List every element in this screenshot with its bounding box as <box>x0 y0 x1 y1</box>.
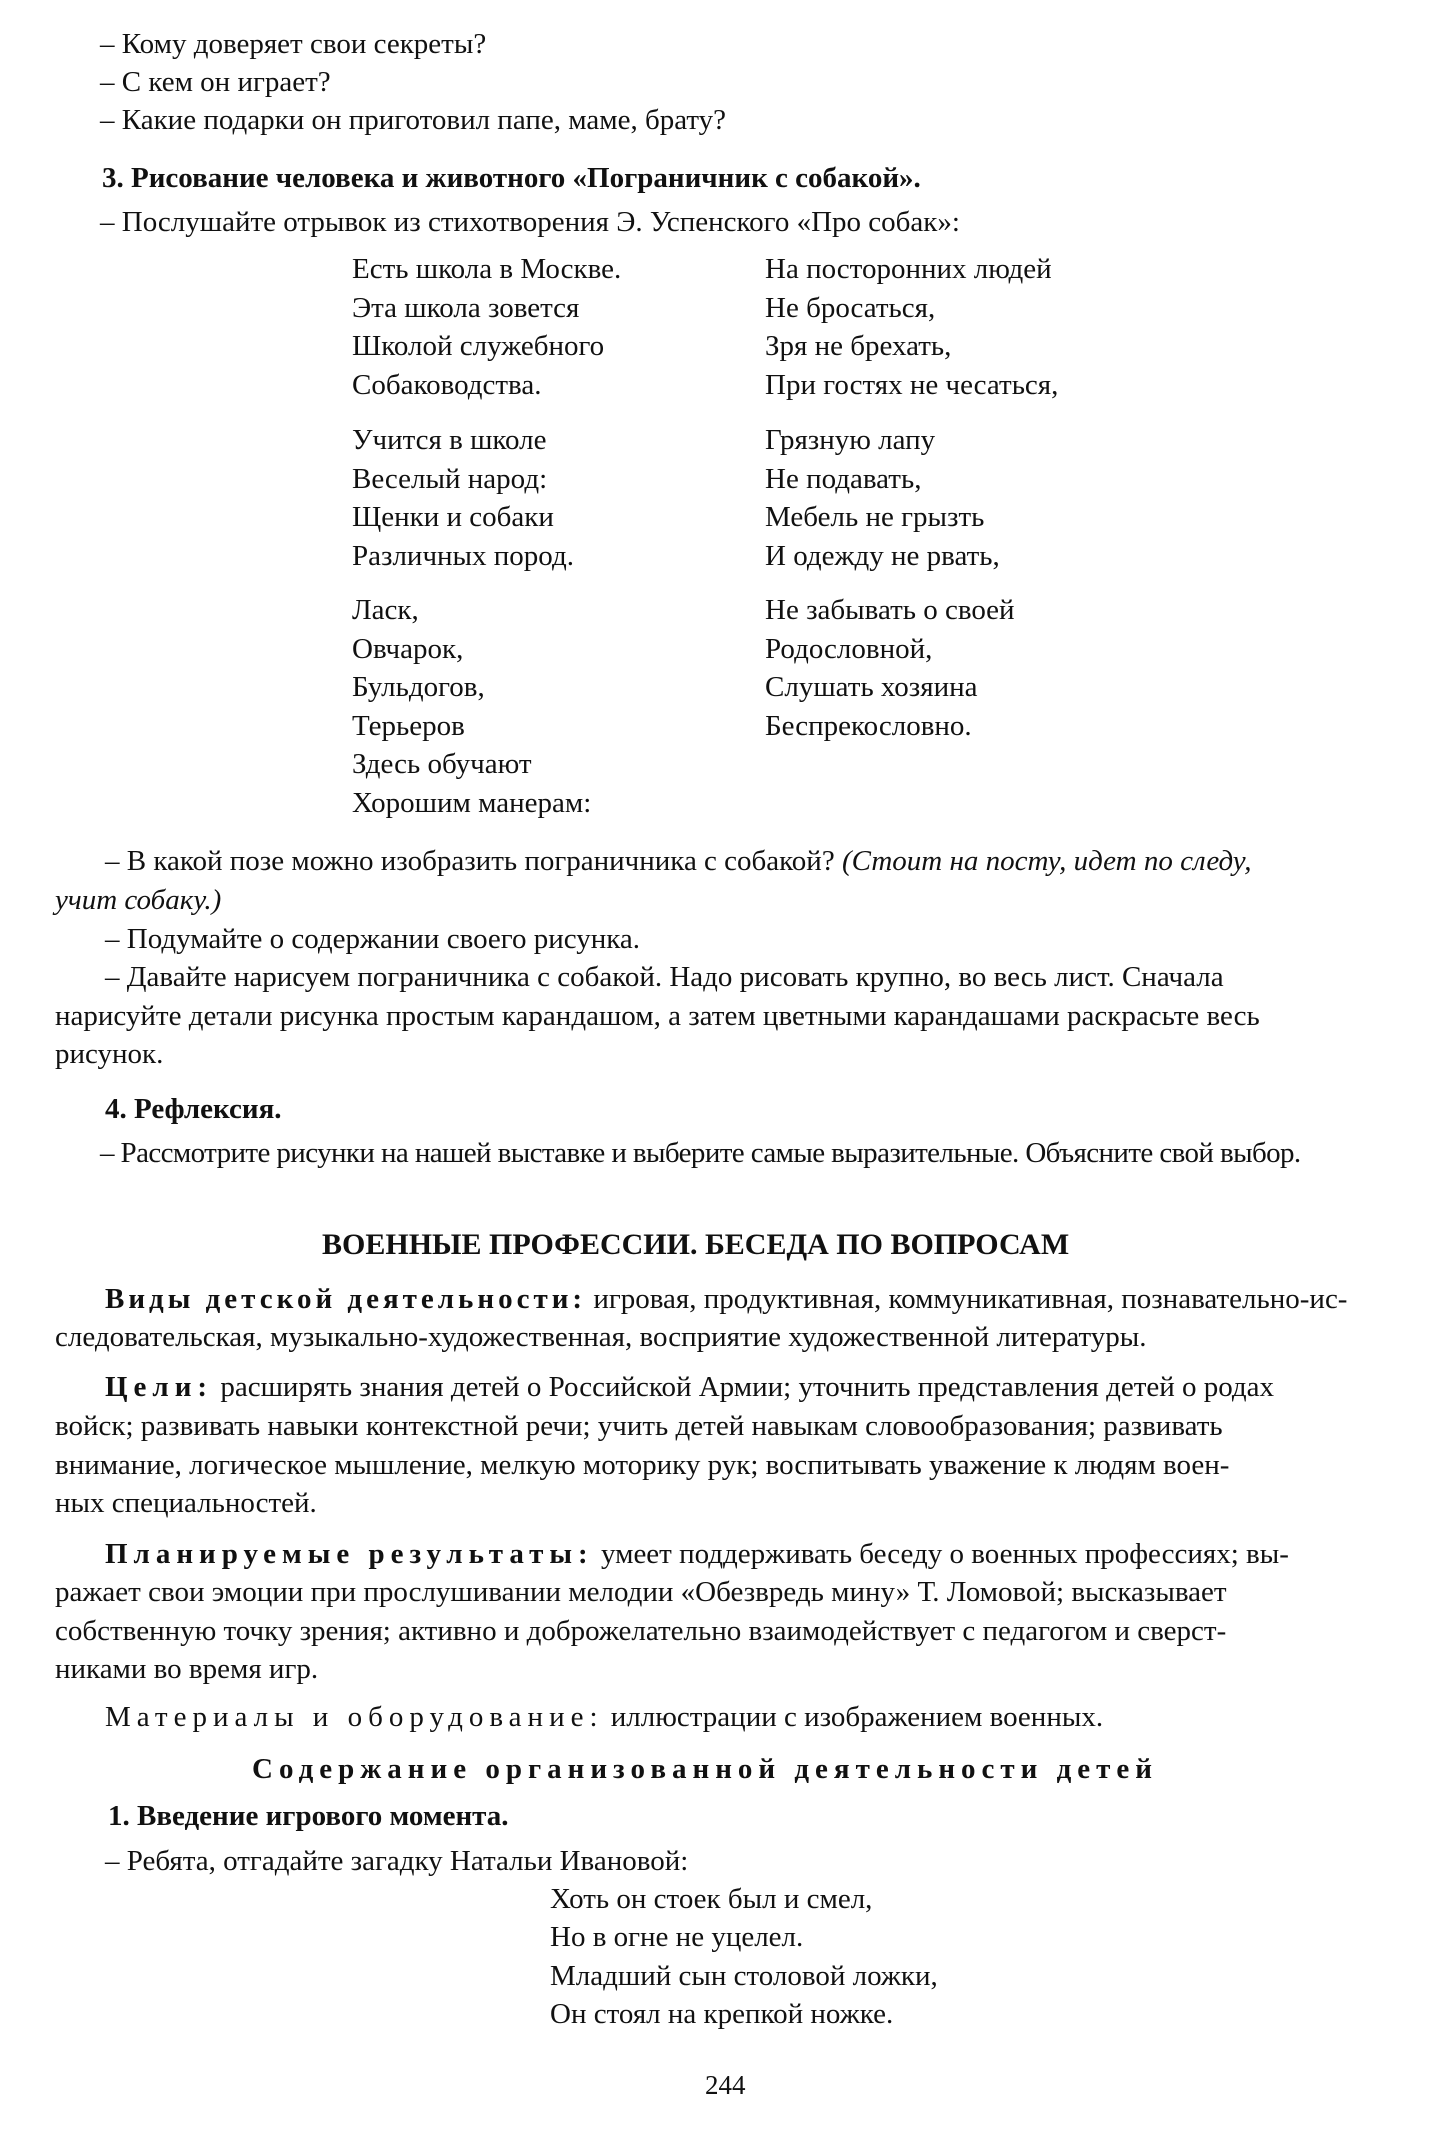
poem-line: Не бросаться, <box>765 292 936 324</box>
poem-line: Школой служебного <box>352 330 605 362</box>
section-heading: 3. Рисование человека и животного «Пограничник с собакой». <box>102 162 921 194</box>
activities-line: следовательская, музыкально-художественная, восприятие художественной литературы. <box>55 1321 1147 1353</box>
poem-line: Хорошим манерам: <box>352 787 592 819</box>
riddle-line: Младший сын столовой ложки, <box>550 1960 938 1992</box>
poem-line: Ласк, <box>352 594 419 626</box>
poem-line: Бульдогов, <box>352 671 485 703</box>
results-line: собственную точку зрения; активно и доброжелательно взаимодействует с педагогом и сверст- <box>55 1615 1227 1647</box>
question-pose: – В какой позе можно изобразить пограничника с собакой? (Стоит на посту, идет по следу, <box>105 845 1252 877</box>
poem-line: И одежду не рвать, <box>765 540 1000 572</box>
goals-line: внимание, логическое мышление, мелкую моторику рук; воспитывать уважение к людям воен- <box>55 1449 1230 1481</box>
results-line: ражает свои эмоции при прослушивании мелодии «Обезвредь мину» Т. Ломовой; высказывает <box>55 1576 1227 1608</box>
question-line: – С кем он играет? <box>100 66 331 98</box>
instruction-line: – Давайте нарисуем пограничника с собакой. Надо рисовать крупно, во весь лист. Сначала <box>105 961 1224 993</box>
poem-line: Здесь обучают <box>352 748 532 780</box>
goals-line: Цели: расширять знания детей о Российской Армии; уточнить представления детей о родах <box>105 1371 1275 1403</box>
instruction-line: нарисуйте детали рисунка простым карандашом, а затем цветными карандашами раскрасьте весь <box>55 1000 1260 1032</box>
riddle-line: Но в огне не уцелел. <box>550 1921 804 1953</box>
poem-line: Терьеров <box>352 710 465 742</box>
poem-line: Собаководства. <box>352 369 542 401</box>
riddle-line: Хоть он стоек был и смел, <box>550 1883 873 1915</box>
instruction-line: рисунок. <box>55 1038 164 1070</box>
poem-line: Грязную лапу <box>765 424 936 456</box>
poem-line: Эта школа зовется <box>352 292 580 324</box>
question-pose-answer: учит собаку.) <box>55 884 222 916</box>
content-heading: Содержание организованной деятельности детей <box>252 1753 1158 1785</box>
activities-line: Виды детской деятельности: игровая, продуктивная, коммуникативная, познавательно-ис- <box>105 1283 1348 1315</box>
poem-line: Зря не брехать, <box>765 330 952 362</box>
lesson-title: ВОЕННЫЕ ПРОФЕССИИ. БЕСЕДА ПО ВОПРОСАМ <box>322 1228 1070 1261</box>
step-heading: 1. Введение игрового момента. <box>108 1800 509 1832</box>
goals-line: ных специальностей. <box>55 1487 317 1519</box>
materials-line: Материалы и оборудование: иллюстрации с изображением военных. <box>105 1701 1104 1733</box>
poem-line: Различных пород. <box>352 540 574 572</box>
poem-line: Не подавать, <box>765 463 922 495</box>
reflection-text: – Рассмотрите рисунки на нашей выставке и выберите самые выразительные. Объясните свой выбор. <box>100 1137 1301 1169</box>
poem-line: На посторонних людей <box>765 253 1052 285</box>
poem-line: Овчарок, <box>352 633 464 665</box>
question-line: – Кому доверяет свои секреты? <box>100 28 487 60</box>
section-heading: 4. Рефлексия. <box>105 1093 282 1125</box>
poem-line: Родословной, <box>765 633 933 665</box>
poem-line: Есть школа в Москве. <box>352 253 622 285</box>
riddle-intro: – Ребята, отгадайте загадку Натальи Ивановой: <box>105 1845 689 1877</box>
poem-intro: – Послушайте отрывок из стихотворения Э. Успенского «Про собак»: <box>100 206 960 238</box>
question-line: – Какие подарки он приготовил папе, маме, брату? <box>100 104 726 136</box>
results-line: никами во время игр. <box>55 1653 319 1685</box>
results-line: Планируемые результаты: умеет поддерживать беседу о военных профессиях; вы- <box>105 1538 1289 1570</box>
poem-line: При гостях не чесаться, <box>765 369 1059 401</box>
page-number: 244 <box>705 2070 746 2100</box>
poem-line: Мебель не грызть <box>765 501 985 533</box>
instruction-line: – Подумайте о содержании своего рисунка. <box>105 923 641 955</box>
poem-line: Не забывать о своей <box>765 594 1015 626</box>
riddle-line: Он стоял на крепкой ножке. <box>550 1998 894 2030</box>
poem-line: Слушать хозяина <box>765 671 978 703</box>
poem-line: Учится в школе <box>352 424 547 456</box>
poem-line: Щенки и собаки <box>352 501 554 533</box>
goals-line: войск; развивать навыки контекстной речи; учить детей навыкам словообразования; развивать <box>55 1410 1223 1442</box>
poem-line: Веселый народ: <box>352 463 548 495</box>
poem-line: Беспрекословно. <box>765 710 972 742</box>
